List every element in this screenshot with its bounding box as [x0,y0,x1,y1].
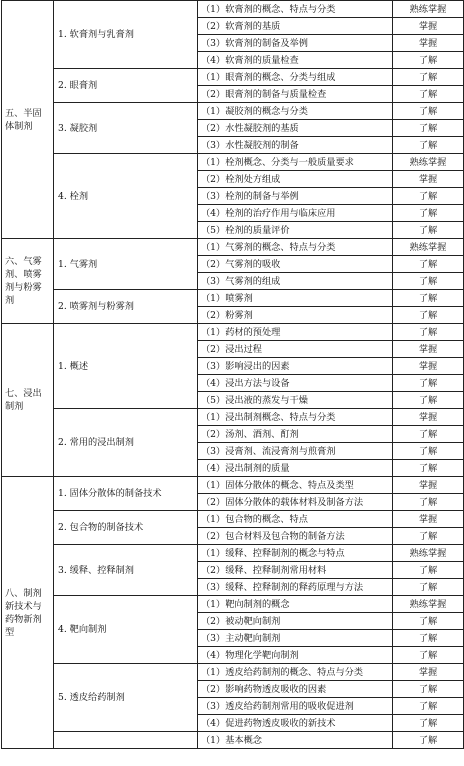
requirement-level-cell: 掌握 [393,18,464,35]
content-cell: （3）气雾剂的组成 [198,273,393,290]
content-cell: （3）透皮给药制剂常用的吸收促进剂 [198,698,393,715]
requirement-level-cell: 了解 [393,52,464,69]
table-row [2,664,464,681]
content-cell: （1）栓剂概念、分类与一般质量要求 [198,154,393,171]
content-cell: （2）栓剂处方组成 [198,171,393,188]
table-row [2,596,464,613]
requirement-level-cell: 掌握 [393,477,464,494]
content-cell: （2）被动靶向制剂 [198,613,393,630]
requirement-level-cell: 了解 [393,579,464,596]
content-cell: （3）影响浸出的因素 [198,358,393,375]
requirement-level-cell: 熟练掌握 [393,1,464,18]
content-cell: （3）栓剂的制备与举例 [198,188,393,205]
content-cell: （1）固体分散体的概念、特点及类型 [198,477,393,494]
content-cell: （5）栓剂的质量评价 [198,222,393,239]
content-cell: （2）眼膏剂的制备与质量检查 [198,86,393,103]
requirement-level-cell: 掌握 [393,35,464,52]
requirement-level-cell: 了解 [393,528,464,545]
table-row [2,732,464,749]
topic-title: 1. 气雾剂 [54,239,198,290]
requirement-level-cell: 了解 [393,205,464,222]
requirement-level-cell: 了解 [393,732,464,749]
topic-title: 5. 透皮给药制剂 [54,664,198,732]
content-cell: （4）浸出方法与设备 [198,375,393,392]
requirement-level-cell: 掌握 [393,358,464,375]
requirement-level-cell: 了解 [393,188,464,205]
table-row [2,69,464,86]
topic-title: 2. 包合物的制备技术 [54,511,198,545]
content-cell: （2）软膏剂的基质 [198,18,393,35]
content-cell: （2）包合材料及包合物的制备方法 [198,528,393,545]
content-cell: （3）软膏剂的制备及举例 [198,35,393,52]
content-cell: （2）汤剂、酒剂、酊剂 [198,426,393,443]
table-row [2,1,464,18]
unit-title: 七、浸出制剂 [2,324,54,477]
content-cell: （1）靶向制剂的概念 [198,596,393,613]
requirement-level-cell: 了解 [393,137,464,154]
requirement-level-cell: 了解 [393,494,464,511]
unit-title: 六、气雾剂、喷雾剂与粉雾剂 [2,239,54,324]
requirement-level-cell: 熟练掌握 [393,596,464,613]
table-row [2,103,464,120]
requirement-level-cell: 熟练掌握 [393,239,464,256]
requirement-level-cell: 了解 [393,698,464,715]
requirement-level-cell: 了解 [393,256,464,273]
topic-title: 4. 靶向制剂 [54,596,198,664]
content-cell: （5）浸出液的蒸发与干燥 [198,392,393,409]
requirement-level-cell: 了解 [393,443,464,460]
table-row [2,409,464,426]
requirement-level-cell: 掌握 [393,409,464,426]
content-cell: （4）物理化学靶向制剂 [198,647,393,664]
content-cell: （1）喷雾剂 [198,290,393,307]
content-cell: （1）凝胶剂的概念与分类 [198,103,393,120]
requirement-level-cell: 掌握 [393,171,464,188]
content-cell: （1）气雾剂的概念、特点与分类 [198,239,393,256]
requirement-level-cell: 了解 [393,613,464,630]
requirement-level-cell: 了解 [393,86,464,103]
unit-title: 八、制剂新技术与药物新剂型 [2,477,54,749]
table-row [2,324,464,341]
requirement-level-cell: 了解 [393,324,464,341]
requirement-level-cell: 了解 [393,290,464,307]
topic-title: 3. 缓释、控释制剂 [54,545,198,596]
content-cell: （1）浸出制剂概念、特点与分类 [198,409,393,426]
requirement-level-cell: 了解 [393,647,464,664]
requirement-level-cell: 熟练掌握 [393,545,464,562]
content-cell: （3）缓释、控释制剂的释药原理与方法 [198,579,393,596]
topic-title: 2. 喷雾剂与粉雾剂 [54,290,198,324]
content-cell: （1）基本概念 [198,732,393,749]
syllabus-table [1,0,464,749]
content-cell: （1）缓释、控释制剂的概念与特点 [198,545,393,562]
requirement-level-cell: 掌握 [393,341,464,358]
content-cell: （1）透皮给药制剂的概念、特点与分类 [198,664,393,681]
content-cell: （2）影响药物透皮吸收的因素 [198,681,393,698]
topic-title: 3. 凝胶剂 [54,103,198,154]
content-cell: （3）主动靶向制剂 [198,630,393,647]
topic-title: 1. 软膏剂与乳膏剂 [54,1,198,69]
requirement-level-cell: 掌握 [393,664,464,681]
content-cell: （4）促进药物透皮吸收的新技术 [198,715,393,732]
table-row [2,239,464,256]
content-cell: （3）浸膏剂、流浸膏剂与煎膏剂 [198,443,393,460]
content-cell: （1）软膏剂的概念、特点与分类 [198,1,393,18]
content-cell: （1）包合物的概念、特点 [198,511,393,528]
content-cell: （2）缓释、控释制剂常用材料 [198,562,393,579]
topic-title: 1. 固体分散体的制备技术 [54,477,198,511]
requirement-level-cell: 了解 [393,460,464,477]
table-row [2,290,464,307]
content-cell: （4）浸出制剂的质量 [198,460,393,477]
requirement-level-cell: 了解 [393,307,464,324]
requirement-level-cell: 了解 [393,715,464,732]
requirement-level-cell: 了解 [393,392,464,409]
syllabus-body [2,1,464,749]
content-cell: （2）粉雾剂 [198,307,393,324]
content-cell: （1）眼膏剂的概念、分类与组成 [198,69,393,86]
topic-title: 1. 概述 [54,324,198,409]
table-row [2,511,464,528]
table-row [2,545,464,562]
content-cell: （2）固体分散体的载体材料及制备方法 [198,494,393,511]
content-cell: （3）水性凝胶剂的制备 [198,137,393,154]
requirement-level-cell: 了解 [393,69,464,86]
requirement-level-cell: 了解 [393,103,464,120]
requirement-level-cell: 了解 [393,120,464,137]
requirement-level-cell: 了解 [393,562,464,579]
requirement-level-cell: 熟练掌握 [393,154,464,171]
topic-title: 2. 眼膏剂 [54,69,198,103]
requirement-level-cell: 了解 [393,222,464,239]
requirement-level-cell: 了解 [393,273,464,290]
requirement-level-cell: 了解 [393,630,464,647]
content-cell: （4）软膏剂的质量检查 [198,52,393,69]
topic-title: 2. 常用的浸出制剂 [54,409,198,477]
content-cell: （4）栓剂的治疗作用与临床应用 [198,205,393,222]
requirement-level-cell: 了解 [393,426,464,443]
content-cell: （2）水性凝胶剂的基质 [198,120,393,137]
table-row [2,154,464,171]
table-row [2,477,464,494]
topic-title: 4. 栓剂 [54,154,198,239]
topic-title [54,732,198,749]
content-cell: （1）药材的预处理 [198,324,393,341]
requirement-level-cell: 了解 [393,375,464,392]
requirement-level-cell: 了解 [393,681,464,698]
unit-title: 五、半固体制剂 [2,1,54,239]
content-cell: （2）气雾剂的吸收 [198,256,393,273]
content-cell: （2）浸出过程 [198,341,393,358]
requirement-level-cell: 掌握 [393,511,464,528]
